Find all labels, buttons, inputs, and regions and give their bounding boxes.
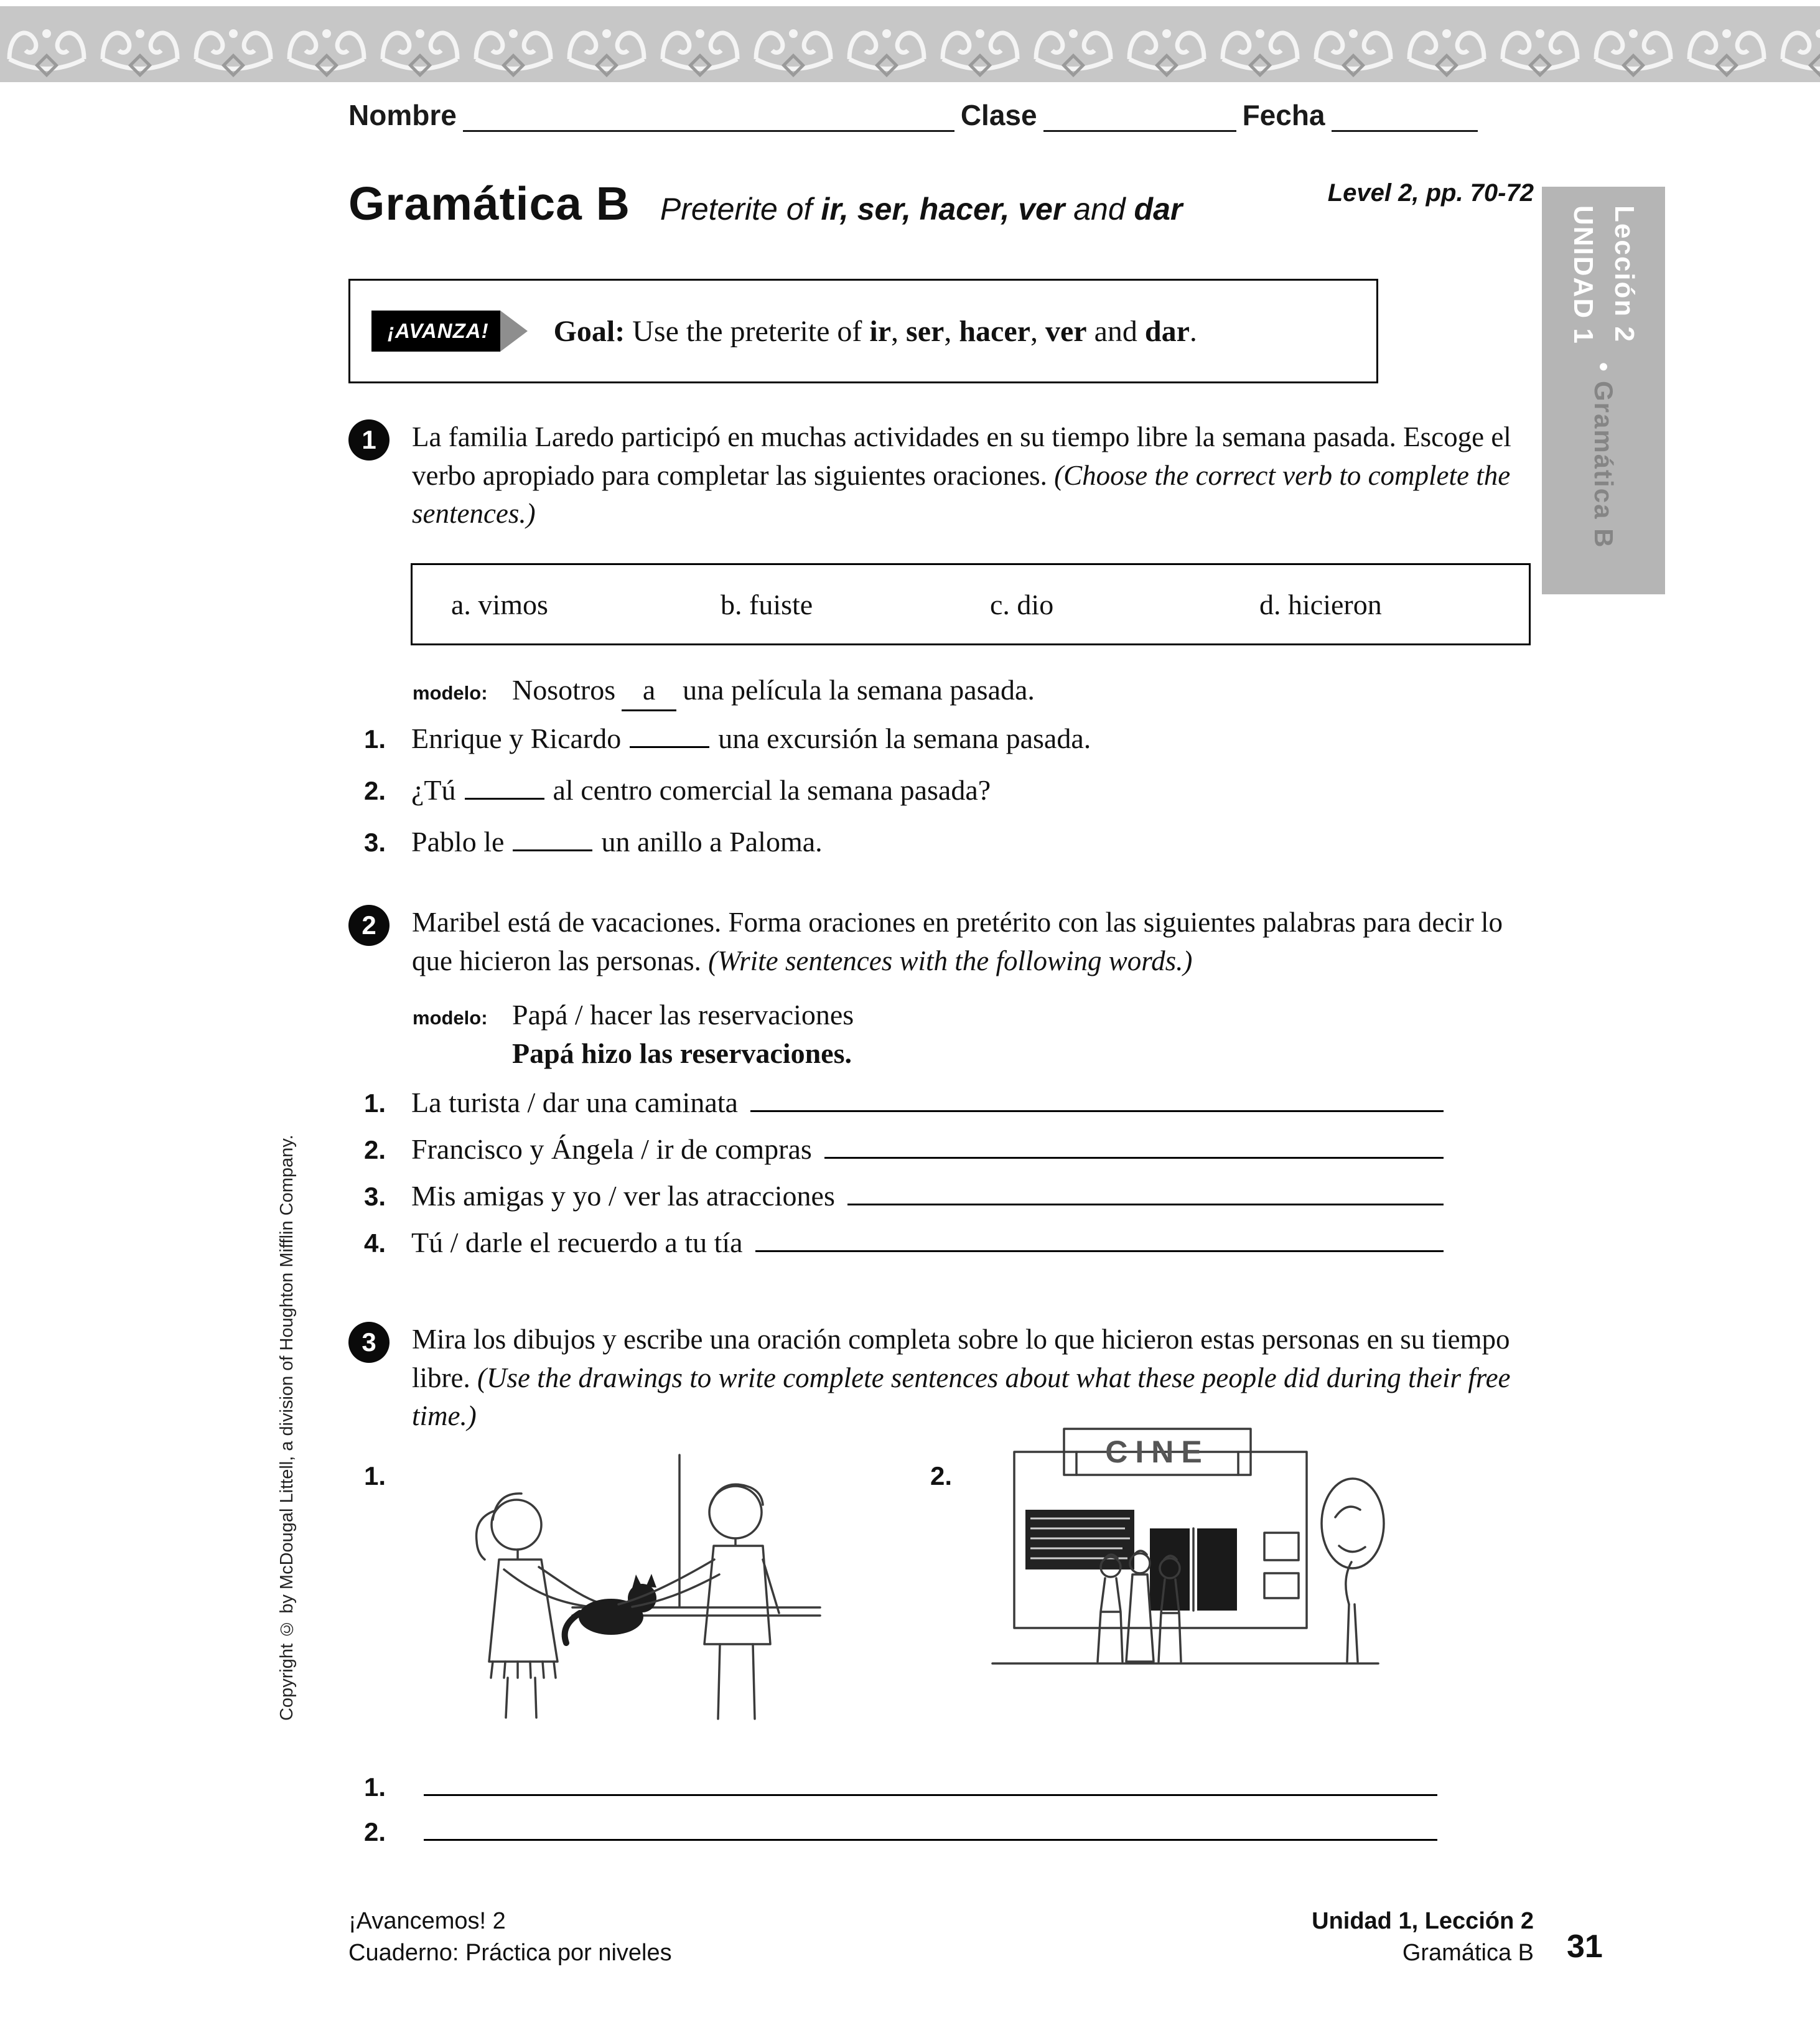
activity-3-answers [364,1772,1437,1862]
write-on-line [750,1110,1444,1112]
word-bank-option-a: a. vimos [451,588,548,620]
workbook-title: Cuaderno: Práctica por niveles [348,1940,672,1967]
modelo-answer-blank: a [622,671,676,711]
item-post: un anillo a Paloma. [601,826,823,858]
unit-label: UNIDAD 1 [1568,205,1598,345]
avanza-arrow-icon [500,311,528,352]
activity-2-items [364,1086,1444,1273]
subtitle-dar: dar [1134,192,1183,227]
activity-3-answer-1 [364,1772,1437,1802]
item-prompt: Tú / darle el recuerdo a tu tía [411,1227,743,1258]
item-pre: ¿Tú [411,774,456,806]
goal-verb-hacer: hacer [959,314,1030,348]
write-on-line [755,1250,1444,1252]
footer-section: Gramática B [1402,1940,1534,1967]
goal-c4: and [1086,314,1145,348]
write-on-line [824,1157,1444,1159]
activity-2-number: 2 [348,905,390,946]
drawing-1-label: 1. [364,1461,386,1490]
activity-2 [348,904,1513,980]
drawing-2-label: 2. [930,1461,953,1490]
activity-2-item-4 [364,1226,1444,1259]
activity-3-instructions-es: Mira los dibujos y escribe una oración completa sobre lo que hicieron estas personas en su tiempo libre. [412,1324,1510,1393]
activity-2-item-2 [364,1133,1444,1166]
item-pre: Pablo le [411,826,505,858]
item-post: una excursión la semana pasada. [718,723,1091,754]
goal-c1: , [891,314,907,348]
activity-1-modelo [413,671,1035,711]
page-footer [348,1906,1534,1970]
unit-lesson-vertical [1562,205,1645,345]
lesson-label: Lección 2 [1609,205,1640,343]
subtitle-and: and [1065,192,1134,227]
word-bank-option-d: d. hicieron [1259,588,1382,620]
item-number: 3. [364,828,386,857]
item-prompt: La turista / dar una caminata [411,1087,738,1118]
nombre-label: Nombre [348,99,457,131]
word-bank [411,563,1531,645]
activity-1-items [364,722,1091,877]
copyright-notice: Copyright © by McDougal Littell, a division of Houghton Mifflin Company. [277,1134,297,1721]
page-title: Gramática B [348,177,630,230]
write-on-line [424,1839,1437,1841]
drawing-1-sketch [411,1450,821,1736]
fecha-label: Fecha [1242,99,1325,131]
modelo-line2: Papá hizo las reservaciones. [512,1037,852,1070]
goal-verb-ir: ir [869,314,892,348]
modelo-sentence [512,671,1035,711]
goal-verb-ser: ser [906,314,945,348]
footer-unit-lesson: Unidad 1, Lección 2 [1312,1908,1534,1934]
goal-end: . [1189,314,1197,348]
item-number: 2. [364,776,386,805]
activity-1-instructions-en: (Choose the correct verb to complete the sentences.) [412,459,1511,530]
goal-verb-ver: ver [1045,314,1087,348]
item-number: 2. [364,1817,386,1846]
student-header [348,98,1503,132]
clase-label: Clase [960,99,1037,131]
goal-text [554,314,1197,348]
item-prompt: Mis amigas y yo / ver las atracciones [411,1180,835,1212]
goal-c3: , [1030,314,1045,348]
modelo-label: modelo: [413,682,488,704]
drawing-2-cinema [983,1418,1388,1685]
title-row [348,177,1534,230]
ornament-pattern [0,6,1820,82]
footer-right [1312,1906,1534,1970]
word-bank-option-c: c. dio [990,588,1054,620]
activity-1-item-3 [364,825,1091,858]
activity-1-number: 1 [348,419,390,461]
section-vertical [1589,362,1618,549]
activity-2-instructions-en: (Write sentences with the following words.) [708,945,1193,976]
word-bank-option-b: b. fuiste [721,588,813,620]
goal-label: Goal: [553,314,625,348]
book-title: ¡Avancemos! 2 [348,1908,506,1934]
drawing-1-cat-window [411,1450,821,1736]
ornament-band [0,6,1820,82]
footer-left [348,1906,672,1970]
answer-blank [630,746,709,748]
activity-1-instructions [412,418,1513,533]
fecha-line [1332,102,1478,132]
activity-1-instructions-es: La familia Laredo participó en muchas actividades en su tiempo libre la semana pasada. Escoge el verbo apropiado para completar las siguientes oraciones. [412,421,1511,491]
activity-1-item-1 [364,722,1091,755]
modelo-label: modelo: [413,1007,488,1029]
activity-3-answer-2 [364,1817,1437,1847]
level-reference: Level 2, pp. 70-72 [1327,179,1534,207]
clase-line [1043,102,1236,132]
item-number: 2. [364,1135,386,1164]
goal-c2: , [944,314,959,348]
goal-verb-dar: dar [1144,314,1190,348]
activity-1 [348,418,1513,533]
write-on-line [424,1794,1437,1796]
avanza-label: ¡AVANZA! [371,311,500,352]
cine-sign: CINE [1105,1434,1210,1469]
item-sentence [411,722,1091,755]
write-on-line [847,1204,1444,1205]
activity-2-item-3 [364,1179,1444,1212]
unit-side-tab [1542,187,1665,594]
item-number: 1. [364,1088,386,1118]
activity-3-number: 3 [348,1322,390,1363]
page-number: 31 [1567,1929,1603,1965]
page-subtitle [660,191,1182,227]
item-pre: Enrique y Ricardo [411,723,622,754]
goal-seg0: Use the preterite of [625,314,870,348]
subtitle-verbs: ir, ser, hacer, ver [821,192,1065,227]
activity-2-instructions-es: Maribel está de vacaciones. Forma oraciones en pretérito con las siguientes palabras para decir lo que hicieron las personas. [412,907,1503,976]
modelo-post: una película la semana pasada. [683,674,1035,706]
avanza-badge [371,311,528,352]
goal-box [348,279,1378,383]
activity-2-modelo [413,996,854,1073]
item-sentence [411,825,823,858]
activity-2-item-1 [364,1086,1444,1119]
nombre-line [463,102,954,132]
item-prompt: Francisco y Ángela / ir de compras [411,1133,812,1165]
activity-1-item-2 [364,774,1091,807]
item-number: 1. [364,1772,386,1802]
subtitle-prefix: Preterite of [660,192,821,227]
answer-blank [513,849,592,851]
modelo-sentence [512,996,854,1073]
answer-blank [465,798,544,800]
item-number: 3. [364,1182,386,1211]
item-sentence [411,774,991,807]
modelo-pre: Nosotros [512,674,616,706]
tab-bullet: • [1589,362,1618,373]
tab-section-label: Gramática B [1589,381,1618,549]
item-post: al centro comercial la semana pasada? [553,774,991,806]
activity-2-instructions [412,904,1513,980]
item-number: 1. [364,724,386,754]
modelo-line1: Papá / hacer las reservaciones [512,999,854,1031]
drawing-2-sketch [983,1418,1388,1685]
item-number: 4. [364,1228,386,1258]
activity-3-instructions-en: (Use the drawings to write complete sentences about what these people did during their free time.) [412,1362,1511,1432]
